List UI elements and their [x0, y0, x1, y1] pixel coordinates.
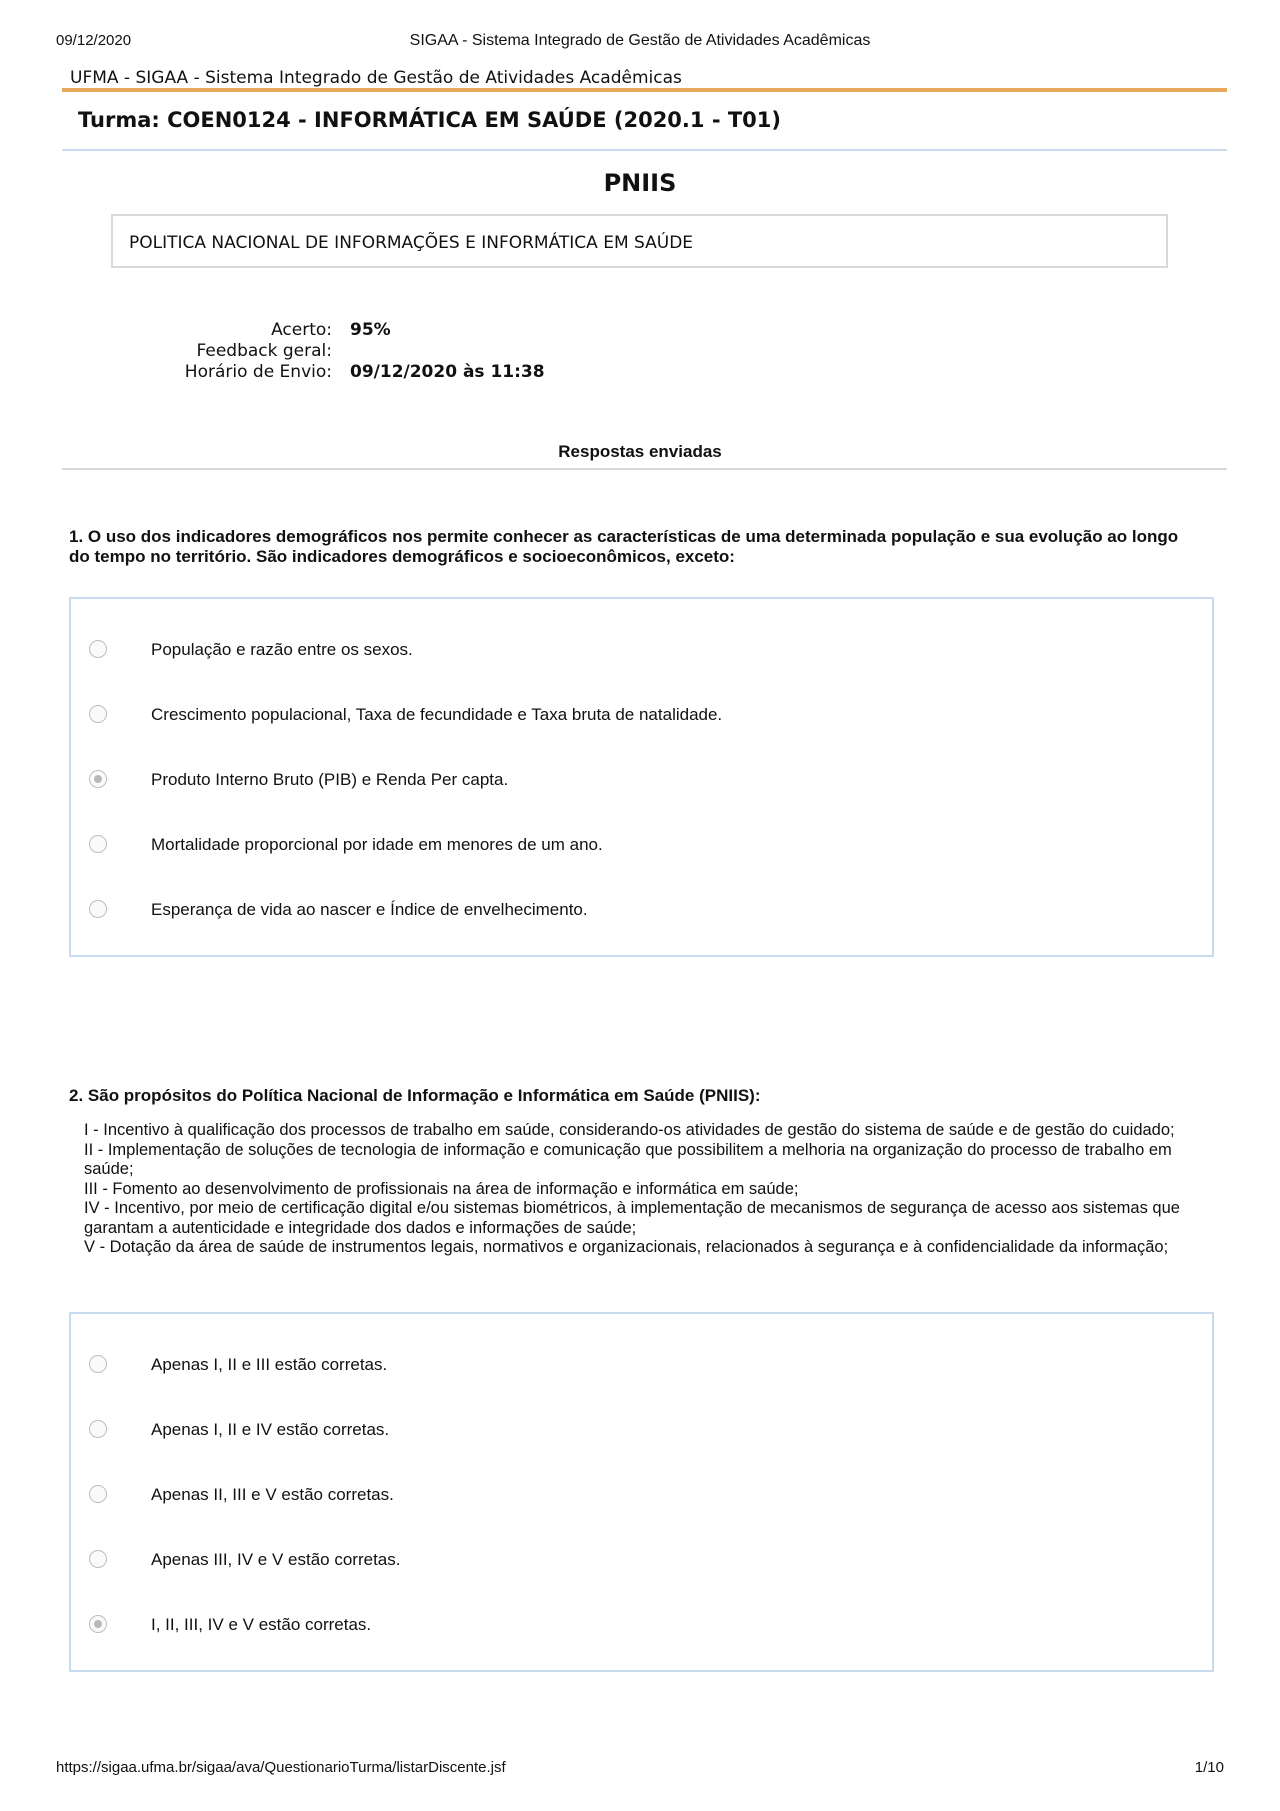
page-number: 1/10: [1194, 1759, 1224, 1776]
radio-button[interactable]: [89, 1550, 107, 1568]
option-label: Apenas III, IV e V estão corretas.: [151, 1550, 401, 1569]
section-divider: [62, 468, 1227, 470]
feedback-label: Feedback geral:: [196, 341, 332, 361]
question-2-options: [69, 1312, 1214, 1672]
radio-button[interactable]: [89, 705, 107, 723]
question-1-text: 1. O uso dos indicadores demográficos nos permite conhecer as características de uma determinada população e sua evolução ao longo do tempo no território. São indicadores demográficos e socioeconômicos, exceto:: [69, 527, 1179, 566]
option-item[interactable]: [71, 895, 1212, 925]
quiz-description: POLITICA NACIONAL DE INFORMAÇÕES E INFORMÁTICA EM SAÚDE: [129, 233, 694, 253]
option-label: Apenas II, III e V estão corretas.: [151, 1485, 394, 1504]
question-1-options: [69, 597, 1214, 957]
print-page-title: SIGAA - Sistema Integrado de Gestão de Atividades Acadêmicas: [409, 32, 871, 49]
question-2-statements: [84, 1121, 1194, 1258]
statement-item: I - Incentivo à qualificação dos processos de trabalho em saúde, considerando-os atividades de gestão do sistema de saúde e de gestão do cuidado;: [84, 1121, 1175, 1139]
option-item[interactable]: [71, 1350, 1212, 1380]
score-value: 95%: [350, 320, 391, 340]
score-label: Acerto:: [271, 320, 332, 340]
radio-button[interactable]: [89, 640, 107, 658]
print-date: 09/12/2020: [56, 32, 132, 49]
radio-button-selected[interactable]: [89, 770, 107, 788]
option-item[interactable]: [71, 1480, 1212, 1510]
submission-time-label: Horário de Envio:: [184, 362, 332, 382]
app-title: UFMA - SIGAA - Sistema Integrado de Gestão de Atividades Acadêmicas: [70, 68, 682, 88]
option-label: Apenas I, II e III estão corretas.: [151, 1355, 388, 1374]
heading-divider: [62, 149, 1227, 151]
option-item[interactable]: [71, 1545, 1212, 1575]
radio-button-selected[interactable]: [89, 1615, 107, 1633]
quiz-description-box: [111, 214, 1168, 268]
option-label: População e razão entre os sexos.: [151, 640, 413, 659]
question-2-text: 2. São propósitos do Política Nacional de Informação e Informática em Saúde (PNIIS):: [69, 1086, 761, 1105]
option-item[interactable]: [71, 765, 1212, 795]
option-item[interactable]: [71, 635, 1212, 665]
option-item[interactable]: [71, 700, 1212, 730]
radio-button[interactable]: [89, 1355, 107, 1373]
radio-button[interactable]: [89, 1485, 107, 1503]
page-url: https://sigaa.ufma.br/sigaa/ava/QuestionarioTurma/listarDiscente.jsf: [56, 1759, 506, 1776]
radio-button[interactable]: [89, 900, 107, 918]
quiz-title: PNIIS: [603, 169, 677, 197]
option-label: Apenas I, II e IV estão corretas.: [151, 1420, 390, 1439]
app-header-bar: [62, 64, 1227, 92]
option-label: Esperança de vida ao nascer e Índice de envelhecimento.: [151, 900, 588, 919]
option-label: Crescimento populacional, Taxa de fecundidade e Taxa bruta de natalidade.: [151, 705, 723, 724]
option-label: I, II, III, IV e V estão corretas.: [151, 1615, 372, 1634]
statement-item: III - Fomento ao desenvolvimento de profissionais na área de informação e informática em saúde;: [84, 1179, 799, 1198]
class-heading: Turma: COEN0124 - INFORMÁTICA EM SAÚDE (2020.1 - T01): [78, 108, 781, 132]
section-title: Respostas enviadas: [558, 442, 722, 461]
option-label: Mortalidade proporcional por idade em menores de um ano.: [151, 835, 603, 854]
option-item[interactable]: [71, 830, 1212, 860]
option-item[interactable]: [71, 1610, 1212, 1640]
option-label: Produto Interno Bruto (PIB) e Renda Per capta.: [151, 770, 509, 789]
radio-button[interactable]: [89, 835, 107, 853]
option-item[interactable]: [71, 1415, 1212, 1445]
statement-item: II - Implementação de soluções de tecnologia de informação e comunicação que possibilitem a melhoria na organização do processo de trabalho em saúde;: [84, 1140, 1172, 1178]
statement-item: IV - Incentivo, por meio de certificação digital e/ou sistemas biométricos, à implementação de mecanismos de segurança de acesso aos sistemas que garantam a autenticidade e integridade dos dados e informações de saúde;: [84, 1199, 1180, 1237]
statement-item: V - Dotação da área de saúde de instrumentos legais, normativos e organizacionais, relacionados à segurança e à confidencialidade da informação;: [84, 1238, 1169, 1256]
radio-button[interactable]: [89, 1420, 107, 1438]
submission-time-value: 09/12/2020 às 11:38: [350, 362, 545, 382]
